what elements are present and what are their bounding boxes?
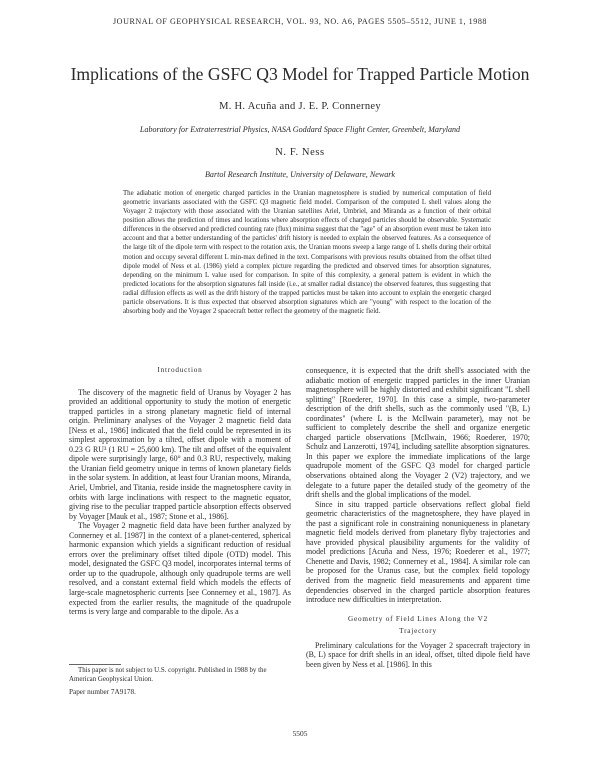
page-number: 5505 — [292, 729, 308, 738]
introduction-heading: Introduction — [157, 366, 203, 374]
left-column — [69, 366, 291, 617]
abstract: The adiabatic motion of energetic charged particles in the Uranian magnetosphere is studied by numerical computation of field geometric invariants associated with the GSFC Q3 magnetic field model. Comparison of the computed L shell values along the Voyager 2 trajectory with those associated with the Uranian satellites Ariel, Umbriel, and Miranda as a function of their orbital position allows the prediction of times and locations where absorption effects of charged particles should be observable. Systematic differences in the observed and predicted counting rate (flux) minima suggest that the "age" of an absorption event must be taken into account and that a better understanding of the particles' drift history is needed to explain the observed features. As a consequence of the large tilt of the dipole term with respect to the rotation axis, the Uranian moons sweep a large range of L shells during their orbital motion and occupy several different L min-max defined in the text. Comparisons with previous results obtained from the offset tilted dipole model of Ness et al. (1986) yield a complex picture regarding the predicted and observed times for absorption signatures, depending on the minimum L value used for comparison. In spite of this complexity, a general pattern is evident in which the predicted locations for the absorption signatures fall inside (i.e., at smaller radial distance) the observed features, thus suggesting that radial diffusion effects as well as the drift history of the trapped particles must be taken into account to explain the energetic charged particle observations. It is thus expected that observed absorption signatures which are "young" with respect to the location of the absorbing body and the Voyager 2 spacecraft better reflect the geometry of the magnetic field. — [123, 190, 491, 316]
copyright-footnote — [69, 667, 291, 684]
footnote-rule — [69, 664, 121, 665]
author-ness: N. F. Ness — [275, 147, 325, 158]
affiliation-goddard: Laboratory for Extraterrestrial Physics, NASA Goddard Space Flight Center, Greenbelt, Maryland — [139, 125, 461, 134]
right-column — [306, 366, 530, 669]
running-head: JOURNAL OF GEOPHYSICAL RESEARCH, VOL. 93, NO. A6, PAGES 5505–5512, JUNE 1, 1988 — [112, 17, 488, 26]
affiliation-bartol: Bartol Research Institute, University of Delaware, Newark — [204, 170, 396, 179]
article-title: Implications of the GSFC Q3 Model for Trapped Particle Motion — [70, 64, 530, 84]
intro-paragraph-2: The Voyager 2 magnetic field data have been further analyzed by Connerney et al. [1987] in the context of a planet-centered, spherical harmonic expansion which yields a significant reduction of residual errors over the preliminary offset tilted dipole (OTD) model. This model, designated the GSFC Q3 model, incorporates internal terms of order up to the quadrupole, although only quadrupole terms are well resolved, and a constant external field which models the effects of large-scale magnetospheric currents [see Connerney et al., 1987]. As expected from the earlier results, the magnitude of the quadrupole terms is very large and comparable to the dipole. As a — [69, 521, 291, 617]
paper-number: Paper number 7A9178. — [69, 688, 136, 696]
intro-paragraph-4: Since in situ trapped particle observations reflect global field geometric characteristics of the magnetosphere, they have played in the past a significant role in constraining nonuniqueness in planetary magnetic field models derived from planetary flyby trajectories and have provided physical plausibility arguments for the validity of model predictions [Acuña and Ness, 1976; Roederer et al., 1977; Chenette and Davis, 1982; Connerney et al., 1984]. A similar role can be proposed for the Uranus case, but the complex field topology derived from the magnetic field measurements and apparent time dependencies observed in the charged particle absorption features introduce new difficulties in interpretation. — [306, 499, 530, 605]
copyright-note: This paper is not subject to U.S. copyright. Published in 1988 by the American Geophysical Union. — [69, 667, 267, 683]
authors-line: M. H. Acuña and J. E. P. Connerney — [219, 101, 381, 112]
geometry-heading: Geometry of Field Lines Along the V2 Trajectory — [347, 614, 489, 635]
intro-paragraph-3: consequence, it is expected that the drift shell's associated with the adiabatic motion of energetic trapped particles in the inner Uranian magnetosphere will be highly distorted and exhibit significant "L shell splitting" [Roederer, 1970]. In this case a simple, two-parameter description of the drift shells, such as the commonly used "(B, L) coordinates" (where L is the McIlwain parameter), may not be sufficient to completely describe the shell and organize energetic charged particle observations [McIlwain, 1966; Roederer, 1970; Schulz and Lanzerotti, 1974], including satellite absorption signatures. In this paper we explore the immediate implications of the large quadrupole moment of the GSFC Q3 model for charged particle observations obtained along the Voyager 2 (V2) trajectory, and we delegate to a future paper the detailed study of the geometry of the drift shells and the global implications of the model. — [306, 366, 530, 500]
intro-paragraph-1: The discovery of the magnetic field of Uranus by Voyager 2 has provided an additional opportunity to study the motion of energetic trapped particles in a strong planetary magnetic field of internal origin. Preliminary analyses of the Voyager 2 magnetic field data [Ness et al., 1986] indicated that the field could be represented in its simplest approximation by a tilted, offset dipole with a moment of 0.23 G RU³ (1 RU = 25,600 km). The tilt and offset of the equivalent dipole were surprisingly large, 60° and 0.3 RU, respectively, making the Uranian field geometry unique in terms of known planetary fields in the solar system. In addition, at least four Uranian moons, Miranda, Ariel, Umbriel, and Titania, reside inside the magnetosphere cavity in orbits with large inclinations with respect to the magnetic equator, giving rise to the peculiar trapped particle absorption effects observed by Voyager [Mauk et al., 1987; Stone et al., 1986]. — [69, 387, 291, 521]
geometry-paragraph-1: Preliminary calculations for the Voyager 2 spacecraft trajectory in (B, L) space for drift shells in an ideal, offset, tilted dipole field have been given by Ness et al. [1986]. In this — [306, 640, 530, 669]
